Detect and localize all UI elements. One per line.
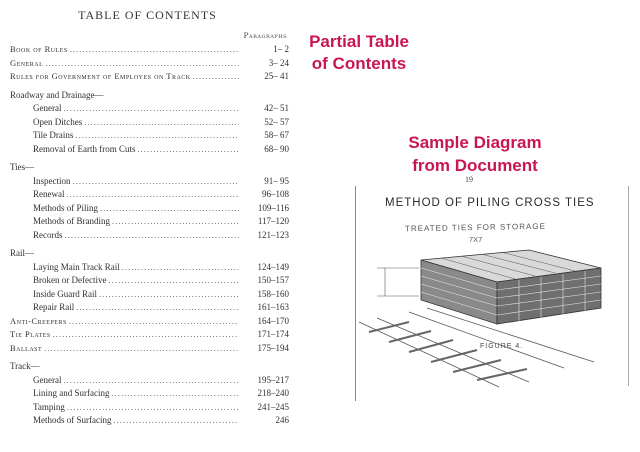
toc-leader-dots — [67, 401, 239, 415]
toc-leader-dots — [137, 143, 239, 157]
rails-drawing — [359, 308, 594, 387]
diagram-subtitle: TREATED TIES FOR STORAGE — [404, 221, 546, 234]
toc-leader-dots — [100, 202, 239, 216]
toc-row-pages: 52– 57 — [264, 116, 289, 127]
toc-row-pages: 246 — [275, 415, 289, 425]
toc-leader-dots — [76, 301, 239, 315]
diagram-title: METHOD OF PILING CROSS TIES — [385, 197, 595, 209]
toc-row — [0, 288, 295, 302]
toc-row-pages: 241–245 — [257, 401, 289, 412]
annotation-sample-diagram — [386, 131, 564, 177]
toc-row — [0, 116, 295, 130]
toc-row-pages: 109–116 — [257, 202, 289, 213]
toc-leader-dots — [108, 274, 239, 288]
toc-row-label: Roadway and Drainage— — [10, 89, 104, 100]
annotation-toc-line2: of Contents — [311, 54, 407, 73]
toc-leader-dots — [99, 288, 239, 302]
toc-row-label: Lining and Surfacing — [33, 388, 110, 398]
toc-row-label: Records — [33, 229, 63, 240]
toc-row — [0, 188, 295, 202]
toc-leader-dots — [63, 374, 239, 388]
toc-row-pages: 1– 2 — [273, 44, 289, 54]
toc-row-pages: 91– 95 — [264, 175, 289, 186]
toc-row — [0, 43, 295, 57]
toc-row — [0, 57, 295, 71]
toc-row-label: Rail— — [10, 248, 34, 258]
toc-leader-dots — [193, 70, 239, 84]
toc-row-label: Broken or Defective — [33, 275, 107, 285]
toc-row-pages: 158–160 — [257, 288, 289, 299]
toc-row-label: Laying Main Track Rail — [33, 261, 120, 272]
toc-row-label: Ballast — [10, 342, 43, 353]
diagram-figure-label: FIGURE 4. — [480, 343, 524, 350]
toc-row — [0, 161, 295, 175]
toc-row-label: Tile Drains — [33, 130, 74, 140]
toc-row-label: Renewal — [33, 189, 65, 199]
toc-row — [0, 387, 295, 401]
toc-row-label: Tamping — [33, 401, 65, 412]
toc-row-pages: 58– 67 — [264, 130, 289, 140]
toc-row — [0, 414, 295, 428]
annotation-diagram-line2: from Document — [412, 156, 538, 175]
toc-row — [0, 215, 295, 229]
toc-row-pages: 175–194 — [257, 342, 289, 353]
dimension-arrows — [377, 268, 419, 296]
toc-row — [0, 129, 295, 143]
toc-row-pages: 68– 90 — [264, 143, 289, 154]
toc-row-label: Methods of Surfacing — [33, 415, 112, 425]
toc-rows — [0, 43, 295, 428]
toc-row-label: Open Ditches — [33, 116, 83, 127]
toc-row-label: Inspection — [33, 175, 71, 186]
toc-row — [0, 229, 295, 243]
toc-row-pages: 124–149 — [257, 261, 289, 272]
table-of-contents — [0, 0, 295, 452]
toc-leader-dots — [44, 342, 239, 356]
sample-diagram — [349, 172, 629, 404]
toc-row-pages: 150–157 — [257, 275, 289, 285]
toc-leader-dots — [45, 57, 239, 71]
toc-title: TABLE OF CONTENTS — [78, 8, 217, 22]
toc-row-label: General — [33, 103, 62, 113]
tie-pile-illustration — [349, 172, 629, 404]
toc-row-label: General — [33, 374, 62, 385]
annotation-diagram-line1: Sample Diagram — [408, 133, 542, 152]
toc-row — [0, 175, 295, 189]
toc-row-pages: 195–217 — [257, 374, 289, 385]
toc-row — [0, 247, 295, 261]
toc-leader-dots — [65, 229, 240, 243]
toc-leader-dots — [114, 414, 240, 428]
toc-leader-dots — [112, 215, 239, 229]
toc-leader-dots — [111, 387, 239, 401]
toc-row-label: Methods of Piling — [33, 202, 99, 213]
toc-row-label: Repair Rail — [33, 302, 75, 312]
toc-leader-dots — [63, 102, 239, 116]
toc-row — [0, 360, 295, 374]
annotation-toc-line1: Partial Table — [309, 32, 409, 51]
toc-row-pages: 117–120 — [257, 216, 289, 226]
annotation-partial-toc — [296, 31, 422, 75]
toc-row — [0, 328, 295, 342]
toc-leader-dots — [70, 43, 239, 57]
diagram-subtitle-size: 7X7 — [469, 235, 483, 244]
toc-leader-dots — [75, 129, 239, 143]
toc-row-label: Ties— — [10, 162, 35, 172]
toc-row-pages: 121–123 — [257, 229, 289, 240]
toc-row — [0, 401, 295, 415]
toc-row — [0, 374, 295, 388]
toc-row-label: General — [10, 57, 44, 68]
toc-row-label: Track— — [10, 361, 40, 371]
diagram-page-number: 19 — [465, 175, 473, 184]
toc-row — [0, 342, 295, 356]
toc-row-label: Book of Rules — [10, 44, 68, 54]
tie-pile — [421, 250, 601, 324]
toc-row — [0, 143, 295, 157]
toc-leader-dots — [53, 328, 239, 342]
toc-row-label: Inside Guard Rail — [33, 288, 97, 299]
toc-column-header: Paragraphs — [243, 31, 287, 40]
toc-row — [0, 102, 295, 116]
toc-row — [0, 301, 295, 315]
toc-leader-dots — [69, 315, 239, 329]
toc-row-label: Rules for Government of Employes on Track — [10, 71, 191, 81]
toc-row-pages: 96–108 — [262, 189, 289, 199]
toc-row-label: Anti-Creepers — [10, 315, 67, 326]
toc-row-label: Removal of Earth from Cuts — [33, 143, 136, 154]
toc-row-pages: 164–170 — [257, 315, 289, 326]
toc-leader-dots — [73, 175, 240, 189]
toc-row — [0, 89, 295, 103]
toc-row-pages: 171–174 — [257, 329, 289, 339]
toc-row-pages: 42– 51 — [264, 103, 289, 113]
toc-row — [0, 261, 295, 275]
toc-leader-dots — [122, 261, 239, 275]
toc-row — [0, 202, 295, 216]
toc-row-label: Methods of Branding — [33, 216, 110, 226]
toc-row — [0, 274, 295, 288]
toc-row-pages: 161–163 — [257, 302, 289, 312]
toc-leader-dots — [67, 188, 240, 202]
toc-leader-dots — [84, 116, 239, 130]
toc-row — [0, 70, 295, 84]
toc-row-pages: 218–240 — [257, 388, 289, 398]
toc-row — [0, 315, 295, 329]
toc-row-pages: 25– 41 — [264, 71, 289, 81]
toc-row-label: Tie Plates — [10, 329, 51, 339]
toc-row-pages: 3– 24 — [268, 57, 289, 68]
